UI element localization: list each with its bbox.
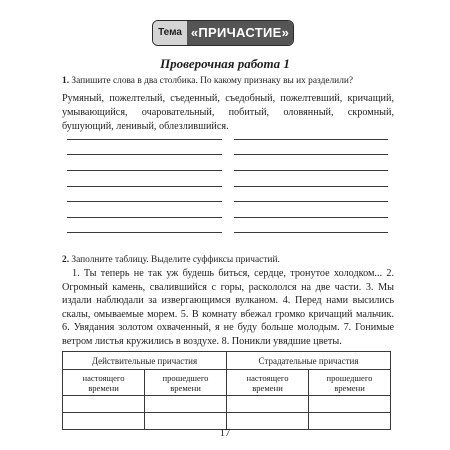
table-cell[interactable] [227, 396, 309, 413]
task-2-text: Заполните таблицу. Выделите суффиксы причастий. [71, 255, 280, 265]
subheader-line: времени [334, 382, 365, 393]
task-1-instruction [62, 75, 392, 87]
subheader-line: времени [252, 382, 283, 393]
task-1-words: Румяный, пожелтелый, съеденный, съедобный, пожелтевший, кричащий, умывающийся, очаровательный, побитый, оловянный, скромный, бушующий, ленивый, облезлившийся. [62, 93, 394, 132]
table-subheader-passive-past [309, 370, 391, 396]
work-title: Проверочная работа 1 [160, 56, 290, 71]
table-header-active: Действительные причастия [63, 352, 227, 370]
subheader-line: прошедшего [326, 372, 373, 383]
table-cell[interactable] [309, 396, 391, 413]
task-2-sentences: 1. Ты теперь не так уж будешь биться, сердце, тронутое холодком... 2. Огромный камень, свалившийся с горы, раскололся на две части. 3. Мы издали наблюдали за извергающимся вулканом. 4. Перед нами высились скалы, омываемые морем. 5. В комнату вбежал громко кричащий мальчик. 6. Увядания золотом охваченный, я не буду больше молодым. 7. Гонимые ветром листья кружились в воздухе. 8. Поникли увядшие цветы. [62, 268, 394, 347]
task-1-text: Запишите слова в два столбика. По какому признаку вы их разделили? [71, 76, 354, 86]
table-row [63, 413, 391, 430]
table-cell[interactable] [227, 413, 309, 430]
task-2-instruction [62, 254, 392, 266]
answer-line-right-1 [234, 139, 388, 140]
table-cell[interactable] [63, 396, 145, 413]
answer-line-left-7 [67, 232, 222, 233]
answer-line-left-2 [67, 154, 222, 155]
topic-banner [152, 20, 294, 46]
table-cell[interactable] [63, 413, 145, 430]
task-1-number: 1. [62, 76, 70, 86]
table-cell[interactable] [145, 413, 227, 430]
table-row [63, 396, 391, 413]
answer-line-left-1 [67, 139, 222, 140]
subheader-line: настоящего [82, 372, 125, 383]
task-2-number: 2. [62, 255, 70, 265]
page-number: 17 [219, 428, 231, 439]
table-cell[interactable] [309, 413, 391, 430]
subheader-line: настоящего [246, 372, 289, 383]
answer-line-left-6 [67, 217, 222, 218]
answer-line-right-7 [234, 232, 388, 233]
table-header-passive: Страдательные причастия [227, 352, 391, 370]
subheader-line: времени [88, 382, 119, 393]
answer-line-right-5 [234, 201, 388, 202]
answer-line-right-6 [234, 217, 388, 218]
subheader-line: времени [170, 382, 201, 393]
participles-table [62, 351, 391, 430]
answer-line-left-4 [67, 186, 222, 187]
answer-line-right-2 [234, 154, 388, 155]
table-subheader-active-past [145, 370, 227, 396]
topic-tag: Тема [153, 21, 187, 45]
table-subheader-active-present [63, 370, 145, 396]
answer-line-right-3 [234, 170, 388, 171]
subheader-line: прошедшего [162, 372, 209, 383]
answer-line-left-5 [67, 201, 222, 202]
table-subheader-passive-present [227, 370, 309, 396]
answer-line-left-3 [67, 170, 222, 171]
answer-line-right-4 [234, 186, 388, 187]
table-cell[interactable] [145, 396, 227, 413]
topic-title: «ПРИЧАСТИЕ» [187, 21, 293, 45]
